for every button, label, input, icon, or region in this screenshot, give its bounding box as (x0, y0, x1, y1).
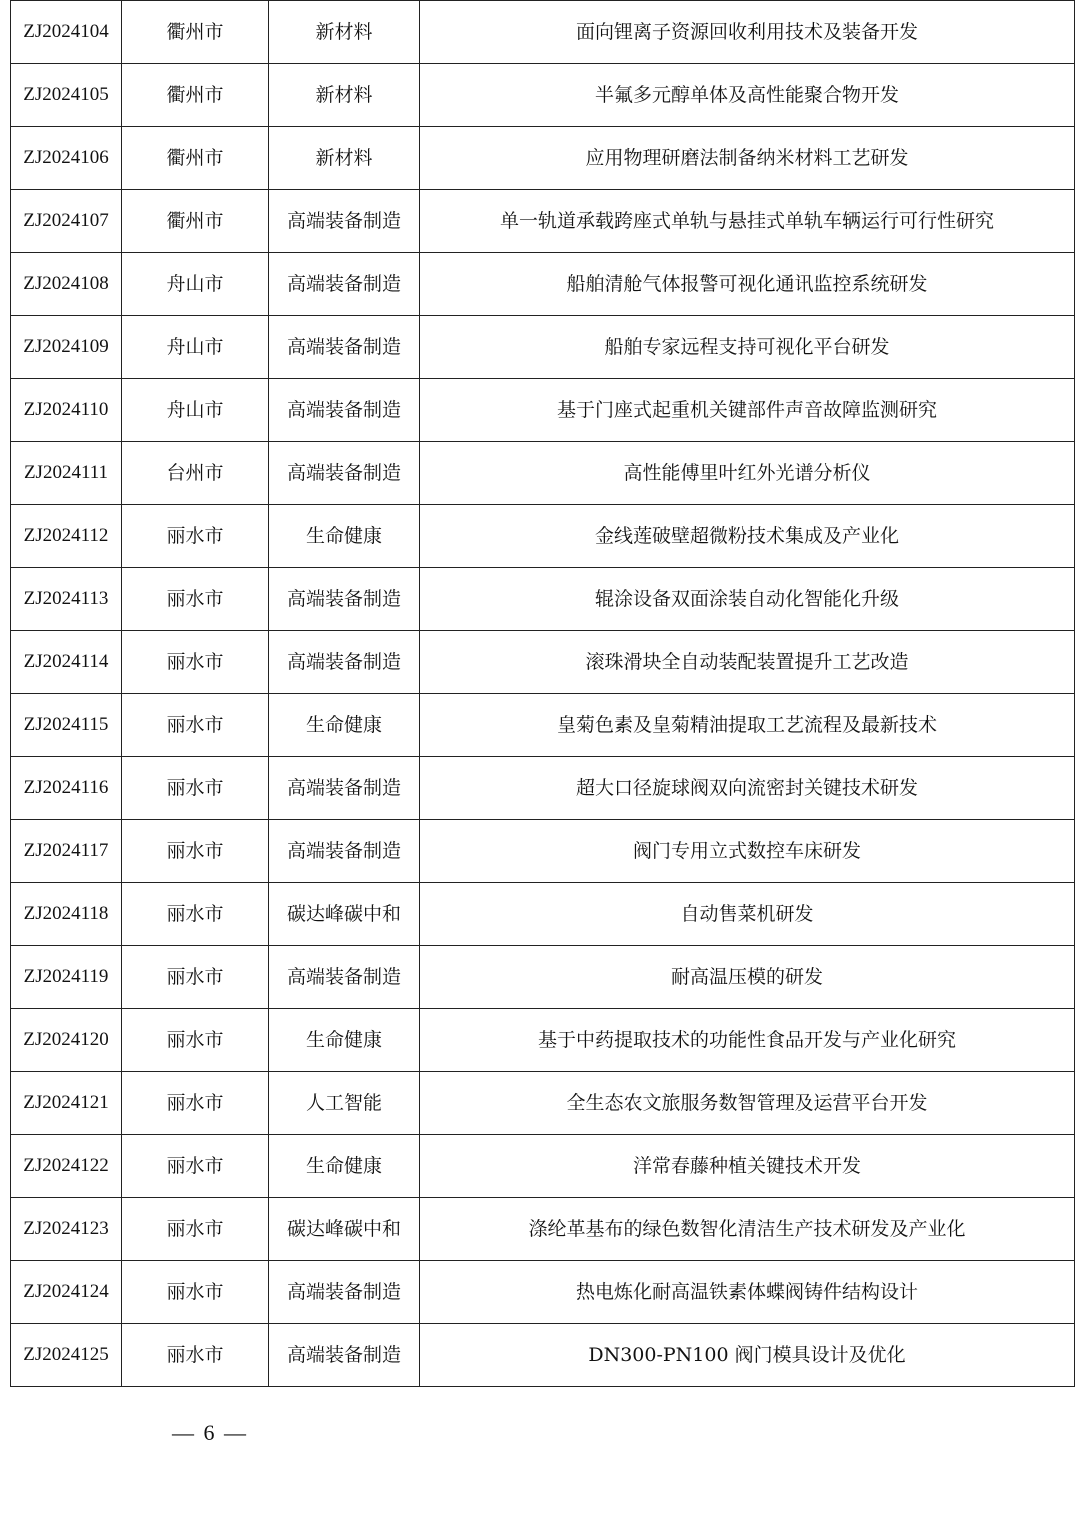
city-cell: 丽水市 (122, 1198, 269, 1261)
table-row (11, 694, 1075, 757)
table-row (11, 1261, 1075, 1324)
table-row (11, 883, 1075, 946)
city-cell: 丽水市 (122, 883, 269, 946)
table-row (11, 253, 1075, 316)
field-cell: 碳达峰碳中和 (269, 883, 420, 946)
field-cell: 高端装备制造 (269, 190, 420, 253)
table-row (11, 1009, 1075, 1072)
city-cell: 丽水市 (122, 1009, 269, 1072)
city-cell: 丽水市 (122, 1135, 269, 1198)
city-cell: 衢州市 (122, 1, 269, 64)
project-title-cell: 自动售菜机研发 (420, 883, 1075, 946)
project-title-cell: 阀门专用立式数控车床研发 (420, 820, 1075, 883)
project-title-cell: 基于中药提取技术的功能性食品开发与产业化研究 (420, 1009, 1075, 1072)
table-row (11, 1198, 1075, 1261)
field-cell: 碳达峰碳中和 (269, 1198, 420, 1261)
field-cell: 高端装备制造 (269, 757, 420, 820)
table-row (11, 820, 1075, 883)
project-code-cell: ZJ2024120 (11, 1009, 122, 1072)
project-code-cell: ZJ2024114 (11, 631, 122, 694)
project-code-cell: ZJ2024104 (11, 1, 122, 64)
table-row (11, 946, 1075, 1009)
field-cell: 生命健康 (269, 505, 420, 568)
field-cell: 高端装备制造 (269, 442, 420, 505)
city-cell: 丽水市 (122, 946, 269, 1009)
table-row (11, 190, 1075, 253)
project-code-cell: ZJ2024125 (11, 1324, 122, 1387)
project-title-cell: 基于门座式起重机关键部件声音故障监测研究 (420, 379, 1075, 442)
table-row (11, 127, 1075, 190)
project-title-cell: 船舶清舱气体报警可视化通讯监控系统研发 (420, 253, 1075, 316)
field-cell: 人工智能 (269, 1072, 420, 1135)
project-title-cell: 辊涂设备双面涂装自动化智能化升级 (420, 568, 1075, 631)
city-cell: 衢州市 (122, 190, 269, 253)
page-number: — 6 — (172, 1420, 248, 1445)
project-code-cell: ZJ2024122 (11, 1135, 122, 1198)
field-cell: 高端装备制造 (269, 568, 420, 631)
project-code-cell: ZJ2024124 (11, 1261, 122, 1324)
project-title-cell: 耐高温压模的研发 (420, 946, 1075, 1009)
table-row (11, 631, 1075, 694)
project-title-cell: 金线莲破壁超微粉技术集成及产业化 (420, 505, 1075, 568)
project-code-cell: ZJ2024106 (11, 127, 122, 190)
table-row (11, 568, 1075, 631)
project-code-cell: ZJ2024115 (11, 694, 122, 757)
project-code-cell: ZJ2024111 (11, 442, 122, 505)
table-row (11, 442, 1075, 505)
field-cell: 新材料 (269, 64, 420, 127)
table-row (11, 1072, 1075, 1135)
field-cell: 新材料 (269, 127, 420, 190)
table-row (11, 316, 1075, 379)
project-title-cell: 涤纶革基布的绿色数智化清洁生产技术研发及产业化 (420, 1198, 1075, 1261)
table-row (11, 757, 1075, 820)
city-cell: 丽水市 (122, 694, 269, 757)
city-cell: 丽水市 (122, 820, 269, 883)
field-cell: 高端装备制造 (269, 316, 420, 379)
project-code-cell: ZJ2024108 (11, 253, 122, 316)
city-cell: 台州市 (122, 442, 269, 505)
city-cell: 丽水市 (122, 1072, 269, 1135)
city-cell: 舟山市 (122, 253, 269, 316)
project-title-cell: 单一轨道承载跨座式单轨与悬挂式单轨车辆运行可行性研究 (420, 190, 1075, 253)
field-cell: 高端装备制造 (269, 379, 420, 442)
project-code-cell: ZJ2024119 (11, 946, 122, 1009)
field-cell: 新材料 (269, 1, 420, 64)
project-title-cell: 应用物理研磨法制备纳米材料工艺研发 (420, 127, 1075, 190)
project-title-cell: 全生态农文旅服务数智管理及运营平台开发 (420, 1072, 1075, 1135)
table-row (11, 1324, 1075, 1387)
project-code-cell: ZJ2024112 (11, 505, 122, 568)
project-code-cell: ZJ2024105 (11, 64, 122, 127)
project-title-cell: 高性能傅里叶红外光谱分析仪 (420, 442, 1075, 505)
city-cell: 丽水市 (122, 568, 269, 631)
field-cell: 高端装备制造 (269, 1261, 420, 1324)
project-code-cell: ZJ2024117 (11, 820, 122, 883)
city-cell: 丽水市 (122, 1261, 269, 1324)
table-row (11, 1, 1075, 64)
project-title-cell: 滚珠滑块全自动装配装置提升工艺改造 (420, 631, 1075, 694)
project-title-cell: 超大口径旋球阀双向流密封关键技术研发 (420, 757, 1075, 820)
project-code-cell: ZJ2024121 (11, 1072, 122, 1135)
table-row (11, 64, 1075, 127)
project-title-cell: DN300-PN100 阀门模具设计及优化 (420, 1324, 1075, 1387)
city-cell: 衢州市 (122, 64, 269, 127)
project-title-cell: 热电炼化耐高温铁素体蝶阀铸件结构设计 (420, 1261, 1075, 1324)
field-cell: 高端装备制造 (269, 1324, 420, 1387)
field-cell: 生命健康 (269, 694, 420, 757)
city-cell: 衢州市 (122, 127, 269, 190)
project-code-cell: ZJ2024109 (11, 316, 122, 379)
city-cell: 丽水市 (122, 757, 269, 820)
project-code-cell: ZJ2024107 (11, 190, 122, 253)
city-cell: 丽水市 (122, 505, 269, 568)
city-cell: 舟山市 (122, 379, 269, 442)
city-cell: 丽水市 (122, 1324, 269, 1387)
project-code-cell: ZJ2024123 (11, 1198, 122, 1261)
table-row (11, 379, 1075, 442)
field-cell: 高端装备制造 (269, 631, 420, 694)
project-code-cell: ZJ2024110 (11, 379, 122, 442)
city-cell: 舟山市 (122, 316, 269, 379)
project-code-cell: ZJ2024113 (11, 568, 122, 631)
project-table-body (11, 1, 1075, 1387)
project-title-cell: 皇菊色素及皇菊精油提取工艺流程及最新技术 (420, 694, 1075, 757)
field-cell: 高端装备制造 (269, 253, 420, 316)
table-row (11, 1135, 1075, 1198)
project-code-cell: ZJ2024118 (11, 883, 122, 946)
field-cell: 生命健康 (269, 1009, 420, 1072)
field-cell: 高端装备制造 (269, 946, 420, 1009)
project-code-cell: ZJ2024116 (11, 757, 122, 820)
field-cell: 生命健康 (269, 1135, 420, 1198)
project-title-cell: 半氟多元醇单体及高性能聚合物开发 (420, 64, 1075, 127)
project-title-cell: 面向锂离子资源回收利用技术及装备开发 (420, 1, 1075, 64)
project-title-cell: 船舶专家远程支持可视化平台研发 (420, 316, 1075, 379)
field-cell: 高端装备制造 (269, 820, 420, 883)
project-table (10, 0, 1075, 1387)
table-row (11, 505, 1075, 568)
city-cell: 丽水市 (122, 631, 269, 694)
project-title-cell: 洋常春藤种植关键技术开发 (420, 1135, 1075, 1198)
